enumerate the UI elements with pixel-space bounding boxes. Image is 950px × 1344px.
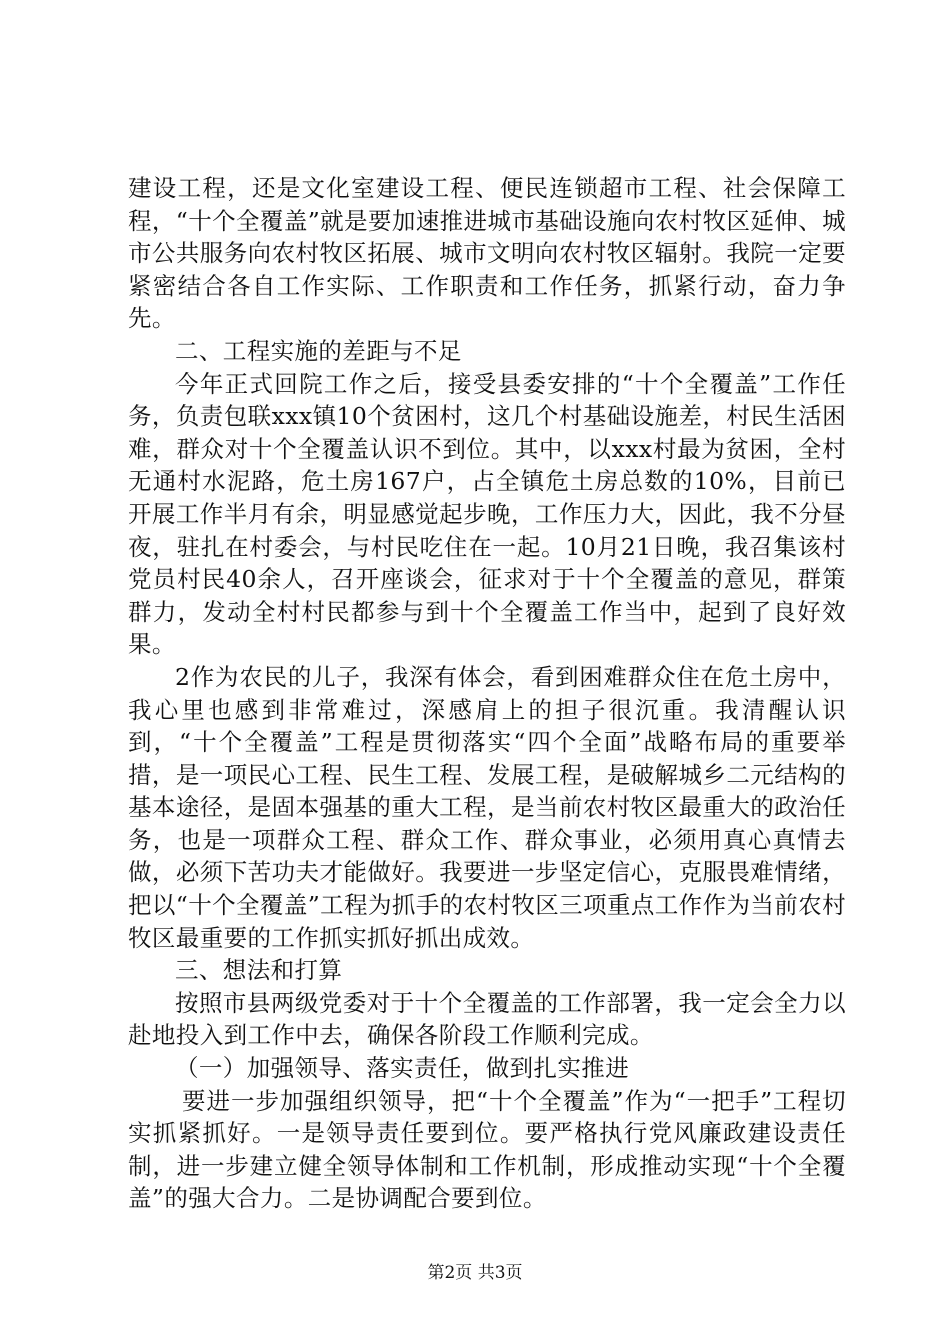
paragraph-work-situation: 今年正式回院工作之后，接受县委安排的“十个全覆盖”工作任务，负责包联xxx镇10个贫困村，这几个村基础设施差，村民生活困难，群众对十个全覆盖认识不到位。其中，以xxx村最为贫困，全村无通村水泥路，危土房167户，占全镇危土房总数的10%，目前已开展工作半月有余，明显感觉起步晚，工作压力大，因此，我不分昼夜，驻扎在村委会，与村民吃住在一起。10月21日晚，我召集该村党员村民40余人，召开座谈会，征求对于十个全覆盖的意见，群策群力，发动全村村民都参与到十个全覆盖工作当中，起到了良好效果。: [128, 369, 846, 659]
paragraph-leadership: 要进一步加强组织领导，把“十个全覆盖”作为“一把手”工程切实抓紧抓好。一是领导责任要到位。要严格执行党风廉政建设责任制，进一步建立健全领导体制和工作机制，形成推动实现“十个全覆盖”的强大合力。二是协调配合要到位。: [128, 1086, 846, 1213]
page-number-footer: 第2页 共3页: [427, 1263, 523, 1283]
subsection-heading-1: （一）加强领导、落实责任，做到扎实推进: [175, 1054, 630, 1083]
section-heading-2: 二、工程实施的差距与不足: [175, 336, 462, 365]
section-heading-3: 三、想法和打算: [175, 956, 343, 985]
document-body: [128, 172, 846, 1215]
paragraph-reflection: 2作为农民的儿子，我深有体会，看到困难群众住在危土房中，我心里也感到非常难过，深感肩上的担子很沉重。我清醒认识到，“十个全覆盖”工程是贯彻落实“四个全面”战略布局的重要举措，是一项民心工程、民生工程、发展工程，是破解城乡二元结构的基本途径，是固本强基的重大工程，是当前农村牧区最重大的政治任务，也是一项群众工程、群众工作、群众事业，必须用真心真情去做，必须下苦功夫才能做好。我要进一步坚定信心，克服畏难情绪，把以“十个全覆盖”工程为抓手的农村牧区三项重点工作作为当前农村牧区最重要的工作抓实抓好抓出成效。: [128, 662, 846, 952]
paragraph-continuation: 建设工程，还是文化室建设工程、便民连锁超市工程、社会保障工程，“十个全覆盖”就是要加速推进城市基础设施向农村牧区延伸、城市公共服务向农村牧区拓展、城市文明向农村牧区辐射。我院一定要紧密结合各自工作实际、工作职责和工作任务，抓紧行动，奋力争先。: [128, 174, 846, 333]
paragraph-plan: 按照市县两级党委对于十个全覆盖的工作部署，我一定会全力以赴地投入到工作中去，确保各阶段工作顺利完成。: [128, 988, 846, 1050]
